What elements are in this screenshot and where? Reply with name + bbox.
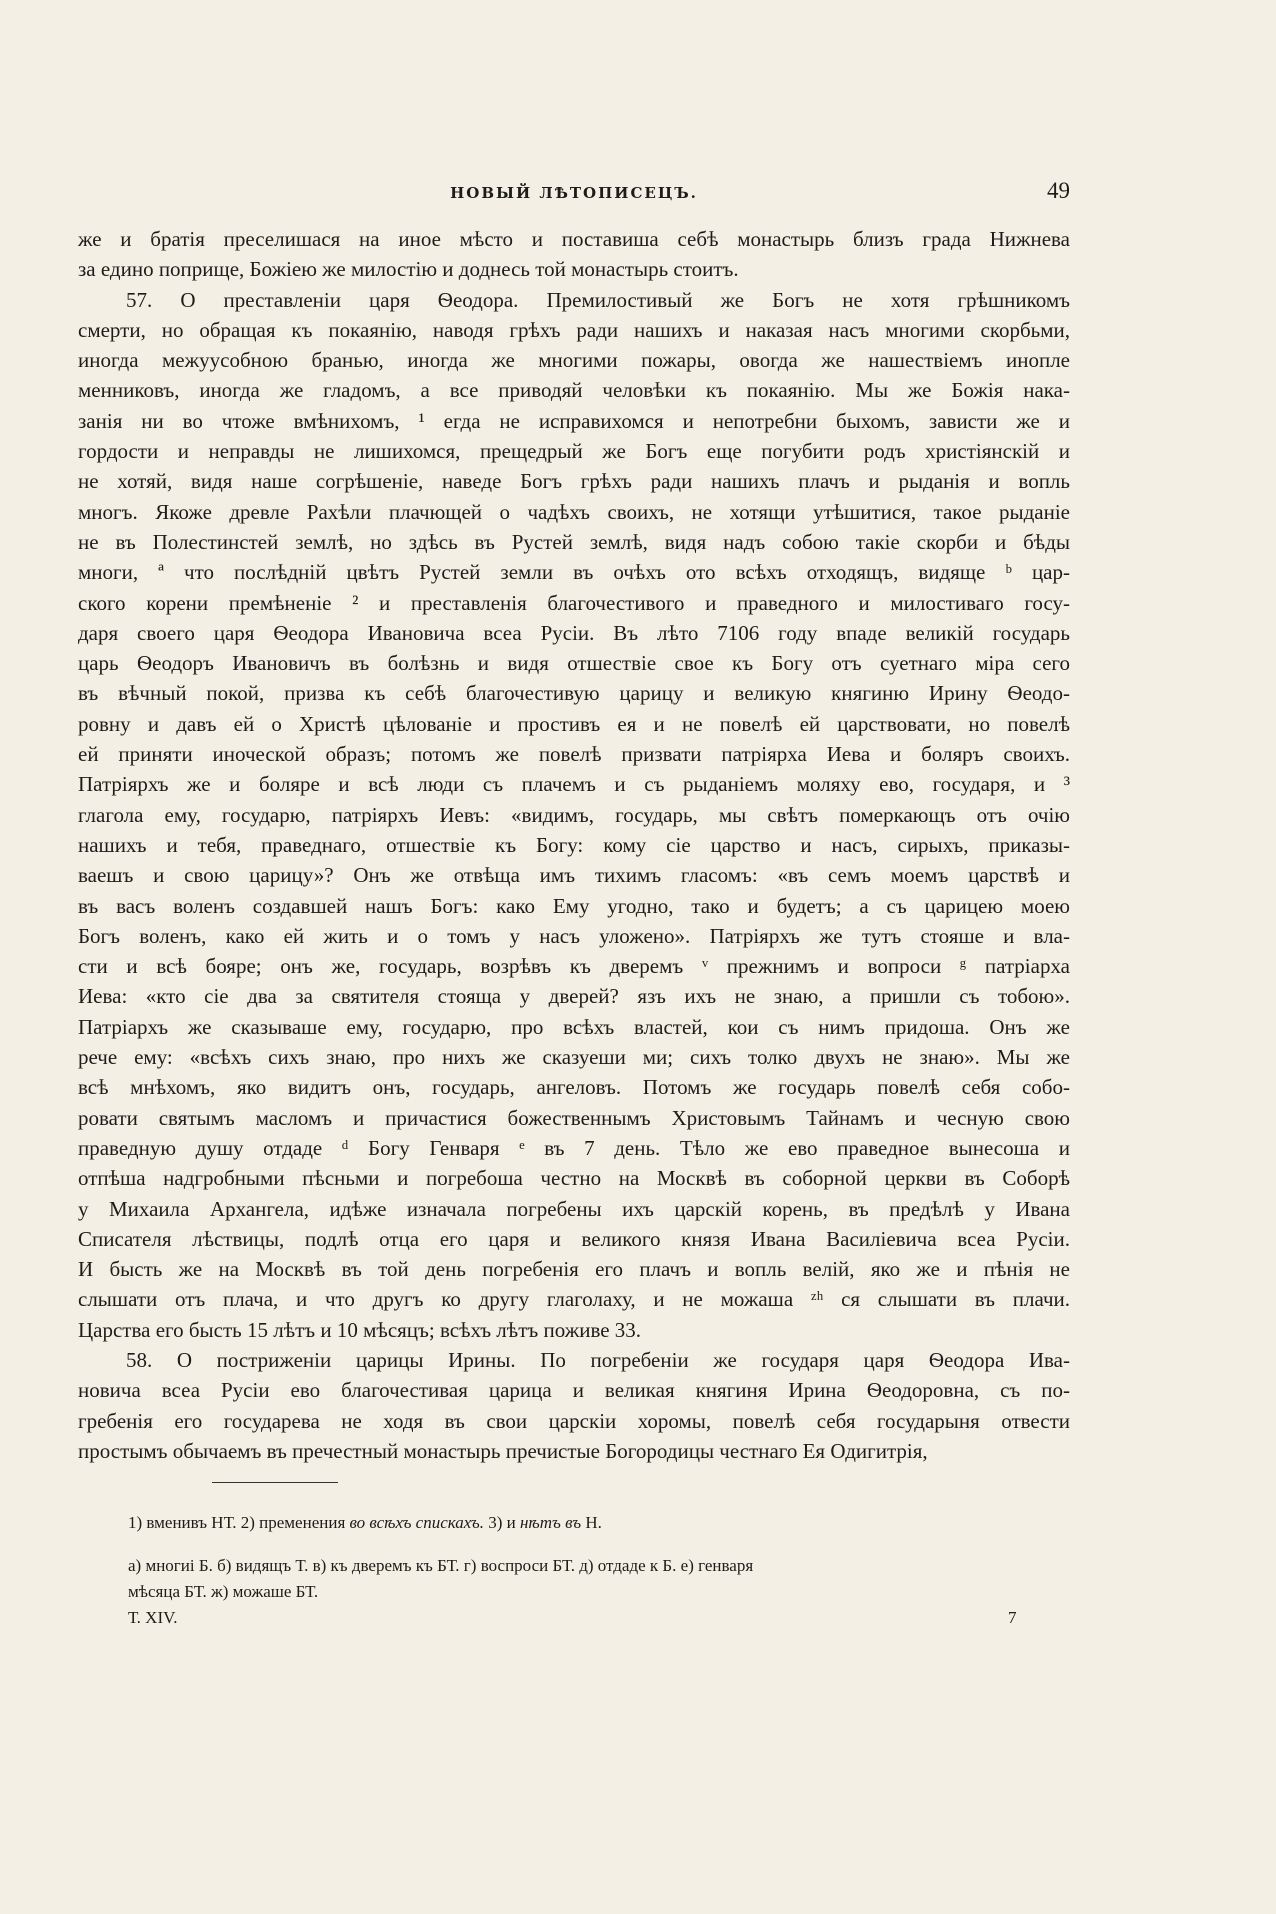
text-line: отпѣша надгробными пѣсньми и погребоша честно на Москвѣ въ соборной церкви въ Соборѣ — [78, 1166, 1070, 1191]
text-line: ей приняти иноческой образъ; потомъ же повелѣ призвати патріярха Иева и боляръ своихъ. — [78, 742, 1070, 767]
text-line: даря своего царя Ѳеодора Ивановича всеа Русіи. Въ лѣто 7106 году впаде великій государь — [78, 620, 1070, 645]
text-line: ровну и давъ ей о Христѣ цѣлованіе и простивъ ея и не повелѣ ей царствовати, но повелѣ — [78, 711, 1070, 736]
volume-mark: Т. XIV. — [128, 1608, 178, 1627]
text-line: всѣ мнѣхомъ, яко видитъ онъ, государь, ангеловъ. Потомъ же государь повелѣ себя собо- — [78, 1075, 1070, 1100]
text-line: 58. О постриженіи царицы Ирины. По погребеніи же государя царя Ѳеодора Ива- — [126, 1347, 1070, 1372]
page-footer — [78, 1608, 1070, 1634]
text-line: въ вѣчный покой, призва къ себѣ благочестивую царицу и великую княгиню Ирину Ѳеодо- — [78, 681, 1070, 706]
text-line: же и братія преселишася на иное мѣсто и поставиша себѣ монастырь близъ града Нижнева — [78, 227, 1070, 251]
text-line: не хотяй, видя наше согрѣшеніе, наведе Богъ грѣхъ ради нашихъ плачъ и рыданія и вопль — [78, 469, 1070, 494]
text-line: сти и всѣ бояре; онъ же, государь, возрѣвъ къ дверемъ ᵛ прежнимъ и вопроси ᵍ патріарха — [78, 954, 1070, 979]
text-line: у Михаила Архангела, идѣже изначала погребены ихъ царскій корень, въ предѣлѣ у Ивана — [78, 1196, 1070, 1221]
footnote-text: 1) вменивъ НТ. 2) пременения — [128, 1513, 350, 1532]
text-line: Иева: «кто сіе два за святителя стояща у дверей? язъ ихъ не знаю, а пришли съ тобою». — [78, 984, 1070, 1009]
text-line: праведную душу отдаде ᵈ Богу Генваря ᵉ въ 7 день. Тѣло же ево праведное вынесоша и — [78, 1135, 1070, 1160]
text-line: иногда межуусобною бранью, иногда же многими пожары, овогда же нашествіемъ иноплe — [78, 348, 1070, 373]
text-line: нашихъ и тебя, праведнаго, отшествіе къ Богу: кому сіе царство и насъ, сирыхъ, приказы- — [78, 832, 1070, 857]
text-line: гордости и неправды не лишихомся, прещедрый же Богъ еще погубити родъ христіянскій и — [78, 439, 1070, 464]
text-line: Патріярхъ же и боляре и всѣ люди съ плачемъ и съ рыданіемъ моляху ево, государя, и ³ — [78, 772, 1070, 797]
signature-mark: 7 — [1008, 1608, 1017, 1627]
text-line: Патріархъ же сказываше ему, государю, про всѣхъ властей, кои съ нимъ придоша. Онъ же — [78, 1014, 1070, 1039]
footnote-divider — [212, 1482, 338, 1483]
running-title: НОВЫЙ ЛѢТОПИСЕЦЪ. — [450, 184, 698, 202]
text-line: Царства его бысть 15 лѣтъ и 10 мѣсяцъ; всѣхъ лѣтъ поживе 33. — [78, 1317, 642, 1342]
text-line: царь Ѳеодоръ Ивановичъ въ болѣзнь и видя отшествіе свое къ Богу отъ суетнаго міра сего — [78, 651, 1070, 676]
text-line: за едино поприще, Божіею же милостію и доднесь той монастырь стоитъ. — [78, 257, 739, 282]
text-line: въ васъ воленъ создавшей нашъ Богъ: како Ему угодно, тако и будетъ; а съ царицею моею — [78, 893, 1070, 918]
lettered-footnotes — [78, 1553, 1070, 1605]
page-number: 49 — [1047, 178, 1070, 203]
text-line: смерти, но обращая къ покаянію, наводя грѣхъ ради нашихъ и наказая насъ многими скорбьми, — [78, 317, 1070, 342]
main-text — [78, 224, 1070, 1466]
text-line: Богъ воленъ, како ей жить и о томъ у насъ уложено». Патріярхъ же тутъ стояше и вла- — [78, 923, 1070, 948]
numbered-footnote-line — [78, 1510, 1070, 1536]
text-line: рече ему: «всѣхъ сихъ знаю, про нихъ же сказуеши ми; сихъ толко двухъ не знаю». Мы же — [78, 1045, 1070, 1070]
text-line: простымъ обычаемъ въ пречестный монастырь пречистые Богородицы честнаго Ея Одигитрія, — [78, 1438, 928, 1463]
page-header — [78, 178, 1070, 208]
text-line: не въ Полестинстей землѣ, но здѣсь въ Рустей землѣ, видя надъ собою такіе скорби и бѣды — [78, 529, 1070, 554]
lettered-footnote-line: а) многиі Б. б) видящъ Т. в) къ дверемъ къ БТ. г) воспроси БТ. д) отдаде к Б. е) генваря — [128, 1556, 754, 1575]
text-line: новича всеа Русіи ево благочестивая царица и великая княгиня Ирина Ѳеодоровна, съ по- — [78, 1378, 1070, 1403]
text-line: 57. О преставленіи царя Ѳеодора. Премилостивый же Богъ не хотя грѣшникомъ — [126, 287, 1070, 312]
footnote-text: Н. — [581, 1513, 602, 1532]
text-line: Списателя лѣствицы, подлѣ отца его царя и великого князя Ивана Василіевича всеа Русіи. — [78, 1226, 1070, 1251]
footnote-italic: во всѣхъ спискахъ. — [349, 1513, 484, 1532]
text-line: глагола ему, государю, патріярхъ Иевъ: «видимъ, государь, мы свѣтъ померкающъ отъ очію — [78, 802, 1070, 827]
lettered-footnote-line: мѣсяца БТ. ж) можаше БТ. — [128, 1582, 319, 1601]
text-line: ваешъ и свою царицу»? Онъ же отвѣща имъ тихимъ гласомъ: «въ семъ моемъ царствѣ и — [78, 863, 1070, 888]
numbered-footnotes — [78, 1510, 1070, 1536]
text-line: ского корени премѣненіе ² и преставленія благочестивого и праведного и милостиваго госу- — [78, 590, 1070, 615]
text-line: занія ни во чтоже вмѣнихомъ, ¹ егда не исправихомся и непотребни быхомъ, зависти же и — [78, 408, 1070, 433]
text-line: ровати святымъ масломъ и причастися божественнымъ Христовымъ Тайнамъ и чесную свою — [78, 1105, 1070, 1130]
text-line: многъ. Якоже древле Рахѣли плачющей о чадѣхъ своихъ, не хотящи утѣшитися, такое рыданіе — [78, 499, 1070, 524]
text-line: слышати отъ плача, и что другъ ко другу глаголаху, и не можаша ᶻʰ ся слышати въ плачи. — [78, 1287, 1070, 1312]
text-line: И бысть же на Москвѣ въ той день погребенія его плачъ и вопль велій, яко же и пѣнія не — [78, 1257, 1070, 1282]
text-line: менниковъ, иногда же гладомъ, а все приводяй человѣки къ покаянію. Мы же Божія нака- — [78, 378, 1070, 403]
footnote-italic: нѣтъ въ — [520, 1513, 582, 1532]
footnote-text: 3) и — [483, 1513, 520, 1532]
text-line: гребенія его государева не ходя въ свои царскіи хоромы, повелѣ себя государыня отвести — [78, 1408, 1070, 1433]
text-line: многи, ª что послѣдній цвѣтъ Рустей земли въ очѣхъ ото всѣхъ отходящъ, видяще ᵇ цар- — [78, 560, 1070, 585]
